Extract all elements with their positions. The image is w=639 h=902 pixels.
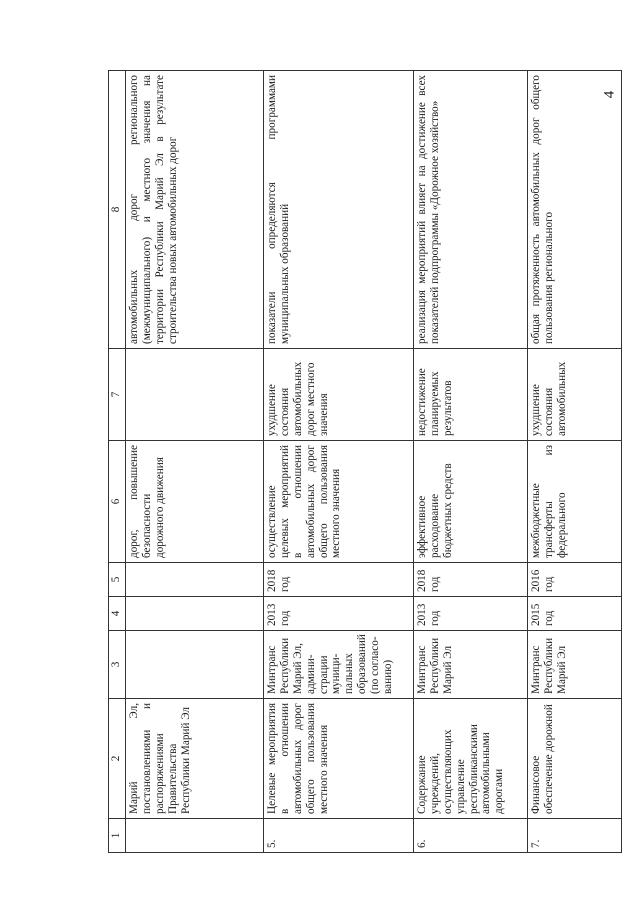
relation-cell: общая протяженность автомобильных дорог общего пользования регионального	[528, 71, 622, 349]
start-cell: 2015 год	[528, 597, 622, 631]
row-number: 5.	[264, 819, 414, 853]
relation-cell: автомобильных дорог регионального (межмуниципального) и местного значения на территории Республики Марий Эл в результате строительства новых автомобильных дорог	[126, 71, 264, 349]
measure-cell: Марий Эл, постановлениями и распоряжениями Правительства Республики Марий Эл	[126, 699, 264, 819]
table-row	[264, 71, 414, 853]
header-cell-2: 2	[109, 699, 126, 819]
end-cell: 2018 год	[264, 563, 414, 597]
result-cell: осуществление целевых мероприятий в отношении автомобильных дорог общего пользования местного значения	[264, 441, 414, 563]
start-cell	[126, 597, 264, 631]
rotated-table-container	[108, 71, 616, 853]
result-cell: дорог, повышение безопасности дорожного движения	[126, 441, 264, 563]
consequences-cell: ухудшение состояния автомобильных	[528, 349, 622, 441]
result-cell: эффективное расходование бюджетных средств	[414, 441, 528, 563]
end-cell: 2016 год	[528, 563, 622, 597]
start-cell: 2013 год	[414, 597, 528, 631]
consequences-cell: недостижение планируемых результатов	[414, 349, 528, 441]
end-cell	[126, 563, 264, 597]
executor-cell	[126, 631, 264, 699]
executor-cell: Минтранс Республики Марий Эл	[414, 631, 528, 699]
row-number	[126, 819, 264, 853]
header-cell-4: 4	[109, 597, 126, 631]
header-cell-7: 7	[109, 349, 126, 441]
measure-cell: Финансовое обеспечение дорожной	[528, 699, 622, 819]
table-row	[126, 71, 264, 853]
start-cell: 2013 год	[264, 597, 414, 631]
header-cell-8: 8	[109, 71, 126, 349]
executor-cell: Минтранс Республики Марий Эл	[528, 631, 622, 699]
header-cell-6: 6	[109, 441, 126, 563]
page-number: 4	[601, 90, 618, 99]
table-row	[528, 71, 622, 853]
header-row	[109, 71, 126, 853]
header-cell-5: 5	[109, 563, 126, 597]
relation-cell: показатели определяются программами муниципальных образований	[264, 71, 414, 349]
measure-cell: Целевые мероприятия в отношении автомобильных дорог общего пользования местного значения	[264, 699, 414, 819]
measures-table	[108, 70, 622, 853]
header-cell-3: 3	[109, 631, 126, 699]
relation-cell: реализация мероприятий влияет на достижение всех показателей подпрограммы «Дорожное хозяйство»	[414, 71, 528, 349]
header-cell-1: 1	[109, 819, 126, 853]
executor-cell: Минтранс Республики Марий Эл, админи-страции муници-пальных образований (по согласо-ванию)	[264, 631, 414, 699]
row-number: 6.	[414, 819, 528, 853]
end-cell: 2018 год	[414, 563, 528, 597]
consequences-cell: ухудшение состояния автомобильных дорог местного значения	[264, 349, 414, 441]
result-cell: межбюджетные трансферты из федерального	[528, 441, 622, 563]
row-number: 7.	[528, 819, 622, 853]
table-row	[414, 71, 528, 853]
measure-cell: Содержание учреждений, осуществляющих управление республиканскими автомобильными дорогами	[414, 699, 528, 819]
consequences-cell	[126, 349, 264, 441]
